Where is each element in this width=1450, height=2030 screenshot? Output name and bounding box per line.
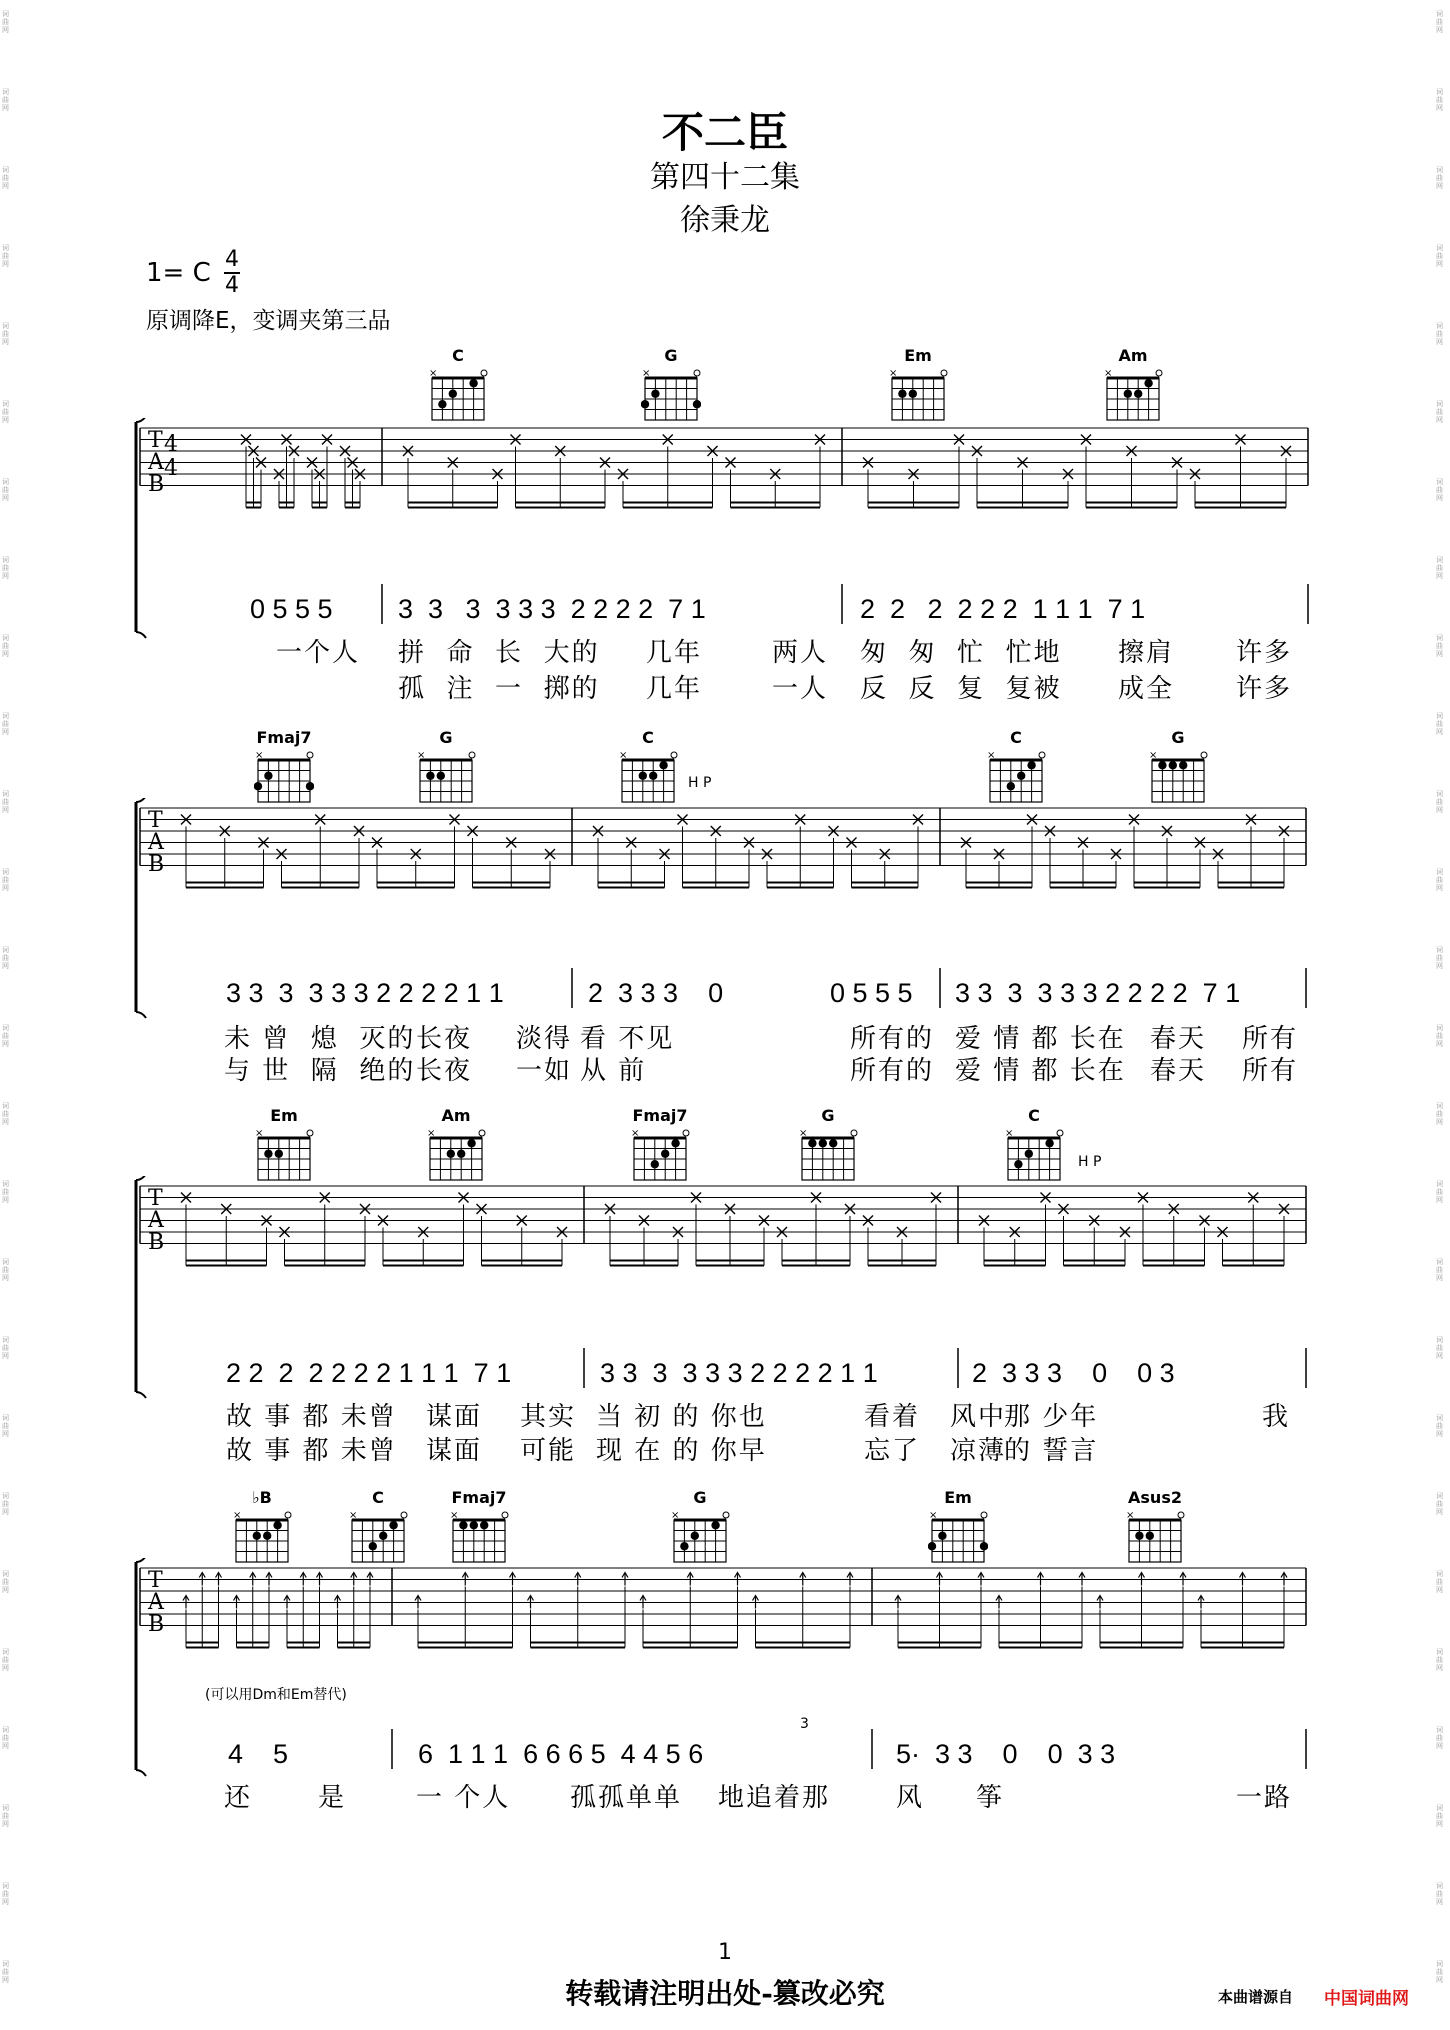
watermark-text: 词曲网 — [1436, 634, 1443, 658]
triplet-mark: 3 — [800, 1716, 809, 1732]
tab-clef-letter: T — [148, 428, 163, 453]
watermark-text: 词曲网 — [2, 712, 9, 736]
watermark-text: 词曲网 — [1436, 1102, 1443, 1126]
lyric-line-1: 所有 — [1242, 1024, 1299, 1054]
svg-text:×: × — [1104, 368, 1113, 379]
watermark-text: 词曲网 — [2, 1960, 9, 1984]
tab-staff — [0, 418, 1450, 652]
svg-text:×: × — [1149, 750, 1158, 761]
lyric-line-1: 故 事 都 未曾 — [226, 1402, 397, 1432]
watermark-text: 词曲网 — [1436, 88, 1443, 112]
tab-clef-letter: A — [148, 1208, 164, 1233]
watermark-text: 词曲网 — [2, 556, 9, 580]
watermark-text: 词曲网 — [1436, 1726, 1443, 1750]
watermark-text: 词曲网 — [1436, 1336, 1443, 1360]
watermark-text: 词曲网 — [2, 1024, 9, 1048]
lyric-line-1: 未 曾 熄 灭的 — [224, 1024, 416, 1054]
lyric-line-2: 长夜 — [416, 1056, 473, 1086]
numbered-notation: 0 5 5 5 — [830, 978, 913, 1008]
watermark-text: 词曲网 — [1436, 10, 1443, 34]
watermark-text: 词曲网 — [1436, 1648, 1443, 1672]
key-signature: 1= C — [146, 258, 211, 288]
svg-text:×: × — [631, 1128, 640, 1139]
lyric-line-1: 孤孤单单 — [570, 1783, 683, 1813]
lyric-line-1: 许多 — [1236, 638, 1293, 668]
lyric-line-2: 春天 — [1150, 1056, 1207, 1086]
watermark-text: 词曲网 — [2, 790, 9, 814]
watermark-text: 词曲网 — [1436, 1180, 1443, 1204]
watermark-text: 词曲网 — [1436, 712, 1443, 736]
chord-name: Fmaj7 — [451, 1488, 507, 1507]
svg-text:×: × — [889, 368, 898, 379]
lyric-line-1: 其实 — [520, 1402, 577, 1432]
tab-clef-letter: T — [148, 1568, 163, 1593]
chord-name: C — [1028, 1106, 1040, 1125]
numbered-notation: 2 3 3 3 0 — [588, 978, 724, 1008]
lyric-line-1: 匆 匆 忙 忙地 — [860, 638, 1062, 668]
lyric-line-1: 风中 — [950, 1402, 1007, 1432]
svg-text:×: × — [799, 1128, 808, 1139]
lyric-line-2: 忘了 — [864, 1436, 921, 1466]
chord-name: Fmaj7 — [256, 728, 312, 747]
svg-text:×: × — [642, 368, 651, 379]
watermark-text: 词曲网 — [1436, 322, 1443, 346]
time-top: 4 — [225, 247, 239, 272]
page-number: 1 — [718, 1940, 732, 1965]
watermark-text: 词曲网 — [1436, 1024, 1443, 1048]
watermark-text: 词曲网 — [1436, 1492, 1443, 1516]
svg-text:×: × — [255, 1128, 264, 1139]
watermark-text: 词曲网 — [2, 478, 9, 502]
watermark-text: 词曲网 — [2, 946, 9, 970]
watermark-text: 词曲网 — [2, 1726, 9, 1750]
lyric-line-2: 几年 — [646, 674, 703, 704]
chord-name: C — [1010, 728, 1022, 747]
svg-text:×: × — [987, 750, 996, 761]
svg-text:×: × — [619, 750, 628, 761]
song-subtitle: 第四十二集 — [650, 160, 800, 195]
watermark-text: 词曲网 — [1436, 1414, 1443, 1438]
lyric-line-2: 反 反 复 复被 — [860, 674, 1062, 704]
chord-name: G — [693, 1488, 707, 1507]
watermark-text: 词曲网 — [1436, 790, 1443, 814]
numbered-notation: 4 5 — [228, 1739, 289, 1769]
watermark-text: 词曲网 — [2, 1570, 9, 1594]
watermark-text: 词曲网 — [1436, 1882, 1443, 1906]
lyric-line-2: 可能 — [520, 1436, 577, 1466]
chord-name: Em — [944, 1488, 972, 1507]
lyric-line-2: 孤 注 一 掷的 — [398, 674, 600, 704]
tab-clef — [148, 430, 164, 496]
lyric-line-2: 所有 — [1242, 1056, 1299, 1086]
lyric-line-1: 拼 命 长 大的 — [398, 638, 600, 668]
chord-name: Em — [904, 346, 932, 365]
tab-time-digit: 4 — [164, 432, 178, 457]
copyright-notice: 转载请注明出处-篡改必究 — [565, 1977, 885, 2010]
numbered-notation: 2 3 3 3 0 0 3 — [972, 1358, 1175, 1388]
song-artist: 徐秉龙 — [680, 203, 770, 238]
lyric-line-1: 一个人 — [276, 638, 361, 668]
lyric-line-2: 从 前 — [580, 1056, 647, 1086]
numbered-notation: 3 3 3 3 3 3 2 2 2 2 1 1 — [226, 978, 504, 1008]
chord-name: G — [439, 728, 453, 747]
lyric-line-1: 一路 — [1236, 1783, 1293, 1813]
watermark-text: 词曲网 — [2, 244, 9, 268]
watermark-text: 词曲网 — [2, 1258, 9, 1282]
lyric-line-1: 风 — [896, 1783, 925, 1813]
watermark-text: 词曲网 — [2, 400, 9, 424]
tab-clef-letter: B — [148, 1612, 165, 1637]
lyric-line-2: 爱 情 都 长在 — [955, 1056, 1126, 1086]
watermark-text: 词曲网 — [2, 1804, 9, 1828]
svg-text:×: × — [417, 750, 426, 761]
watermark-text: 词曲网 — [1436, 868, 1443, 892]
watermark-text: 词曲网 — [1436, 1258, 1443, 1282]
lyric-line-2: 的 誓言 — [1004, 1436, 1099, 1466]
lyric-line-1: 所有的 — [850, 1024, 935, 1054]
lyric-line-1: 爱 情 都 长在 — [955, 1024, 1126, 1054]
numbered-notation: 2 2 2 2 2 2 1 1 1 7 1 — [860, 594, 1146, 624]
hammer-pull-mark: H P — [688, 775, 712, 791]
tab-staff — [0, 1558, 1450, 1790]
chord-name: G — [664, 346, 678, 365]
watermark-text: 词曲网 — [1436, 1804, 1443, 1828]
lyric-line-2: 现 在 的 你早 — [596, 1436, 767, 1466]
tab-clef-letter: A — [148, 450, 164, 475]
watermark-text: 词曲网 — [1436, 946, 1443, 970]
lyric-line-1: 看着 — [864, 1402, 921, 1432]
lyric-line-2: 成全 — [1118, 674, 1175, 704]
svg-text:×: × — [255, 750, 264, 761]
capo-note: 原调降E，变调夹第三品 — [146, 308, 391, 334]
watermark-text: 词曲网 — [2, 868, 9, 892]
tab-clef-letter: T — [148, 1186, 163, 1211]
lyric-line-2: 一如 — [516, 1056, 573, 1086]
watermark-text: 词曲网 — [1436, 400, 1443, 424]
svg-text:×: × — [427, 1128, 436, 1139]
tab-clef-letter: B — [148, 1230, 165, 1255]
lyric-line-1: 淡得 — [516, 1024, 573, 1054]
lyric-line-1: 春天 — [1150, 1024, 1207, 1054]
tab-clef-letter: B — [148, 852, 165, 877]
chord-name: Am — [441, 1106, 471, 1125]
substitution-note: (可以用Dm和Em替代) — [205, 1687, 347, 1703]
lyric-line-1: 长夜 — [416, 1024, 473, 1054]
lyric-line-2: 一人 — [772, 674, 829, 704]
numbered-notation: 3 3 3 3 3 3 2 2 2 2 7 1 — [398, 594, 706, 624]
svg-text:×: × — [671, 1510, 680, 1521]
chord-name: ♭B — [252, 1488, 272, 1507]
chord-name: Em — [270, 1106, 298, 1125]
svg-text:×: × — [349, 1510, 358, 1521]
lyric-line-1: 地追着那 — [718, 1783, 831, 1813]
tab-clef — [148, 1570, 164, 1636]
svg-text:×: × — [1005, 1128, 1014, 1139]
watermark-text: 词曲网 — [1436, 556, 1443, 580]
chord-name: G — [821, 1106, 835, 1125]
lyric-line-1: 当 初 的 你也 — [596, 1402, 767, 1432]
chord-name: Fmaj7 — [632, 1106, 688, 1125]
watermark-text: 词曲网 — [2, 1492, 9, 1516]
numbered-notation: 6 1 1 1 6 6 6 5 4 4 5 6 — [418, 1739, 704, 1769]
lyric-line-1: 我 — [1262, 1402, 1291, 1432]
lyric-line-1: 一 个人 — [416, 1783, 511, 1813]
watermark-text: 词曲网 — [2, 322, 9, 346]
lyric-line-1: 那 少年 — [1004, 1402, 1099, 1432]
svg-text:×: × — [1126, 1510, 1135, 1521]
watermark-text: 词曲网 — [2, 88, 9, 112]
lyric-line-2: 所有的 — [850, 1056, 935, 1086]
lyric-line-1: 谋面 — [426, 1402, 483, 1432]
site-name: 中国词曲网 — [1324, 1989, 1409, 2009]
watermark-text: 词曲网 — [1436, 166, 1443, 190]
svg-text:×: × — [429, 368, 438, 379]
watermark-text: 词曲网 — [1436, 1960, 1443, 1984]
chord-name: Am — [1118, 346, 1148, 365]
watermark-text: 词曲网 — [1436, 244, 1443, 268]
chord-name: C — [452, 346, 464, 365]
tab-clef-letter: B — [148, 472, 165, 497]
source-label: 本曲谱源自 — [1218, 1988, 1294, 2006]
lyric-line-1: 擦肩 — [1118, 638, 1175, 668]
tab-clef-letter: A — [148, 830, 164, 855]
svg-text:×: × — [929, 1510, 938, 1521]
lyric-line-1: 几年 — [646, 638, 703, 668]
chord-name: C — [372, 1488, 384, 1507]
lyric-line-1: 看 不见 — [580, 1024, 675, 1054]
time-signature — [224, 247, 240, 298]
tab-clef-letter: T — [148, 808, 163, 833]
hammer-pull-mark: H P — [1078, 1154, 1102, 1170]
watermark-text: 词曲网 — [2, 1648, 9, 1672]
lyric-line-2: 与 世 隔 绝的 — [224, 1056, 416, 1086]
lyric-line-1: 两人 — [772, 638, 829, 668]
svg-text:×: × — [450, 1510, 459, 1521]
watermark-text: 词曲网 — [2, 1414, 9, 1438]
lyric-line-1: 还 — [224, 1783, 253, 1813]
tab-time-digit: 4 — [164, 456, 178, 481]
watermark-text: 词曲网 — [2, 1102, 9, 1126]
chord-name: G — [1171, 728, 1185, 747]
watermark-text: 词曲网 — [2, 1180, 9, 1204]
tab-clef-letter: A — [148, 1590, 164, 1615]
numbered-notation: 2 2 2 2 2 2 2 1 1 1 7 1 — [226, 1358, 512, 1388]
numbered-notation: 0 5 5 5 — [250, 594, 333, 624]
lyric-line-2: 谋面 — [426, 1436, 483, 1466]
chord-name: C — [642, 728, 654, 747]
tab-clef — [148, 1188, 164, 1254]
svg-text:×: × — [233, 1510, 242, 1521]
lyric-line-2: 许多 — [1236, 674, 1293, 704]
watermark-text: 词曲网 — [1436, 1570, 1443, 1594]
watermark-text: 词曲网 — [2, 1882, 9, 1906]
chord-name: Asus2 — [1128, 1488, 1182, 1507]
watermark-text: 词曲网 — [1436, 478, 1443, 502]
numbered-notation: 3 3 3 3 3 3 2 2 2 2 7 1 — [955, 978, 1241, 1008]
tab-clef — [148, 810, 164, 876]
song-title: 不二臣 — [661, 108, 788, 157]
numbered-notation: 5· 3 3 0 0 3 3 — [896, 1739, 1116, 1769]
time-bottom: 4 — [225, 273, 239, 298]
lyric-line-1: 是 — [318, 1783, 347, 1813]
lyric-line-2: 故 事 都 未曾 — [226, 1436, 397, 1466]
watermark-text: 词曲网 — [2, 10, 9, 34]
numbered-notation: 3 3 3 3 3 3 2 2 2 2 1 1 — [600, 1358, 878, 1388]
watermark-text: 词曲网 — [2, 634, 9, 658]
tab-time-signature — [164, 434, 178, 482]
watermark-text: 词曲网 — [2, 1336, 9, 1360]
lyric-line-1: 筝 — [976, 1783, 1005, 1813]
lyric-line-2: 凉薄 — [950, 1436, 1007, 1466]
watermark-text: 词曲网 — [2, 166, 9, 190]
